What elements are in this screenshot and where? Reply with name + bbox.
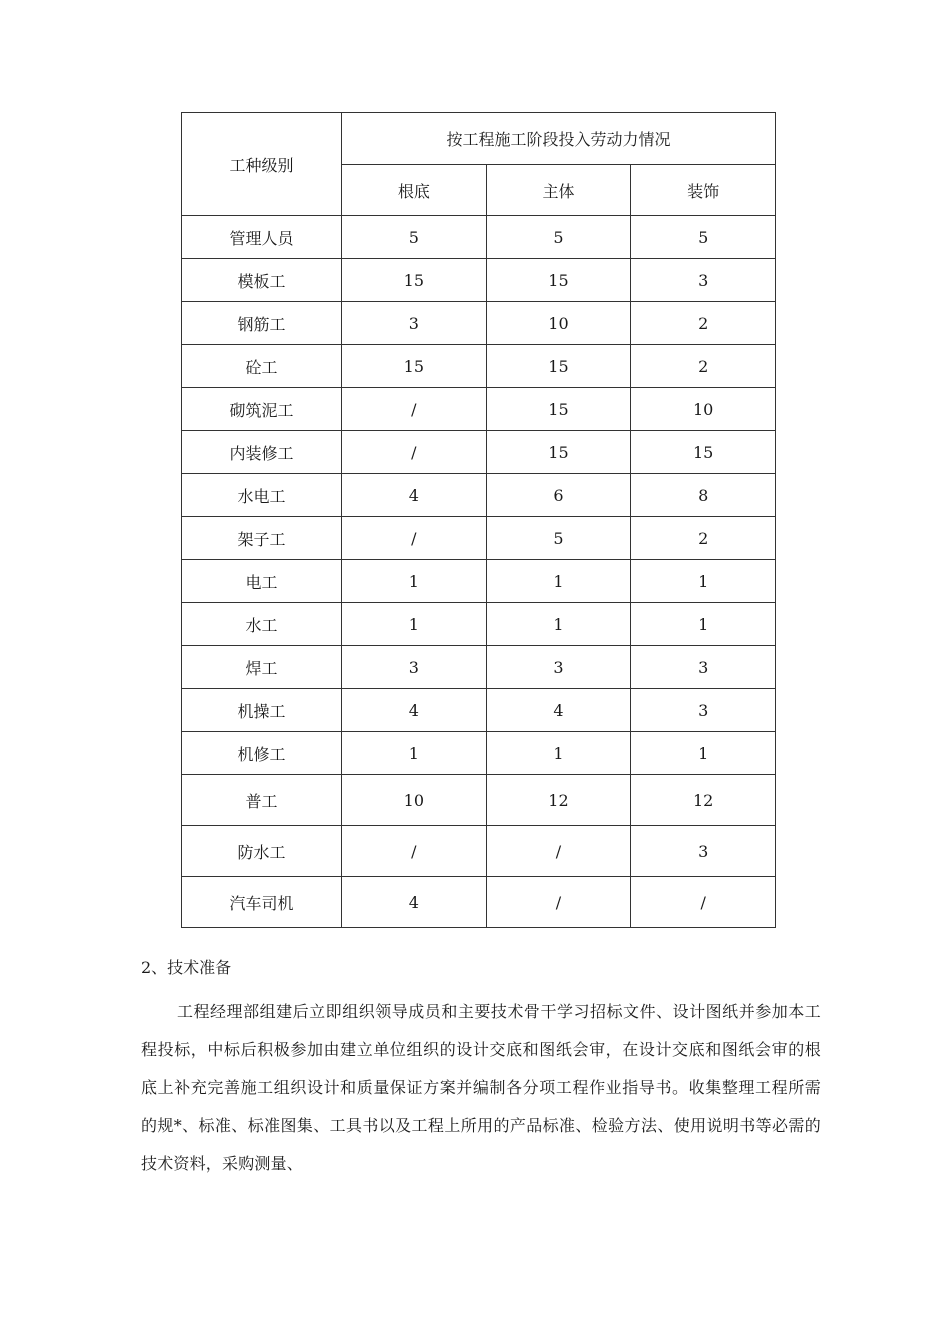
worker-type-cell: 电工 bbox=[182, 560, 342, 603]
headcount-cell: 15 bbox=[486, 259, 631, 302]
stage-header-cell: 根底 bbox=[342, 165, 487, 216]
headcount-cell: 1 bbox=[486, 732, 631, 775]
headcount-cell: 12 bbox=[486, 775, 631, 826]
headcount-cell: 1 bbox=[342, 732, 487, 775]
headcount-cell: 1 bbox=[486, 560, 631, 603]
headcount-cell: 1 bbox=[486, 603, 631, 646]
headcount-cell: 3 bbox=[342, 302, 487, 345]
headcount-cell: 2 bbox=[631, 517, 776, 560]
headcount-cell: 4 bbox=[342, 689, 487, 732]
headcount-cell: 5 bbox=[342, 216, 487, 259]
worker-type-cell: 防水工 bbox=[182, 826, 342, 877]
labor-allocation-table bbox=[181, 112, 776, 928]
stage-header-cell: 装饰 bbox=[631, 165, 776, 216]
worker-type-cell: 机操工 bbox=[182, 689, 342, 732]
table-row bbox=[182, 345, 776, 388]
section-heading: 2、技术准备 bbox=[141, 958, 232, 977]
headcount-cell: 4 bbox=[342, 474, 487, 517]
headcount-cell: 15 bbox=[486, 431, 631, 474]
headcount-cell: 3 bbox=[631, 826, 776, 877]
headcount-cell: 5 bbox=[486, 517, 631, 560]
worker-type-cell: 砌筑泥工 bbox=[182, 388, 342, 431]
table-row bbox=[182, 775, 776, 826]
headcount-cell: 15 bbox=[486, 388, 631, 431]
worker-type-cell: 水工 bbox=[182, 603, 342, 646]
table-row bbox=[182, 302, 776, 345]
headcount-cell: / bbox=[342, 517, 487, 560]
headcount-cell: / bbox=[486, 877, 631, 928]
table-row bbox=[182, 560, 776, 603]
table-row bbox=[182, 474, 776, 517]
table-row bbox=[182, 517, 776, 560]
headcount-cell: / bbox=[342, 388, 487, 431]
row-header-cell: 工种级别 bbox=[182, 113, 342, 216]
headcount-cell: 15 bbox=[342, 345, 487, 388]
table-row bbox=[182, 646, 776, 689]
headcount-cell: / bbox=[631, 877, 776, 928]
headcount-cell: 15 bbox=[486, 345, 631, 388]
headcount-cell: 1 bbox=[631, 560, 776, 603]
table-row bbox=[182, 259, 776, 302]
table-row bbox=[182, 877, 776, 928]
worker-type-cell: 管理人员 bbox=[182, 216, 342, 259]
table-header-row bbox=[182, 113, 776, 165]
headcount-cell: 3 bbox=[486, 646, 631, 689]
headcount-cell: / bbox=[342, 826, 487, 877]
headcount-cell: 3 bbox=[631, 689, 776, 732]
headcount-cell: 10 bbox=[342, 775, 487, 826]
table-row bbox=[182, 732, 776, 775]
table-row bbox=[182, 826, 776, 877]
headcount-cell: 1 bbox=[631, 732, 776, 775]
headcount-cell: 4 bbox=[342, 877, 487, 928]
worker-type-cell: 机修工 bbox=[182, 732, 342, 775]
headcount-cell: 15 bbox=[342, 259, 487, 302]
headcount-cell: / bbox=[486, 826, 631, 877]
worker-type-cell: 水电工 bbox=[182, 474, 342, 517]
table-row bbox=[182, 689, 776, 732]
worker-type-cell: 内装修工 bbox=[182, 431, 342, 474]
group-header-cell: 按工程施工阶段投入劳动力情况 bbox=[342, 113, 776, 165]
worker-type-cell: 焊工 bbox=[182, 646, 342, 689]
headcount-cell: 4 bbox=[486, 689, 631, 732]
worker-type-cell: 架子工 bbox=[182, 517, 342, 560]
headcount-cell: 1 bbox=[631, 603, 776, 646]
headcount-cell: 3 bbox=[631, 646, 776, 689]
section-paragraph: 工程经理部组建后立即组织领导成员和主要技术骨干学习招标文件、设计图纸并参加本工程投标，中标后积极参加由建立单位组织的设计交底和图纸会审，在设计交底和图纸会审的根底上补充完善施工组织设计和质量保证方案并编制各分项工程作业指导书。收集整理工程所需的规*、标准、标准图集、工具书以及工程上所用的产品标准、检验方法、使用说明书等必需的技术资料，采购测量、 bbox=[141, 1002, 821, 1173]
headcount-cell: 2 bbox=[631, 302, 776, 345]
headcount-cell: 8 bbox=[631, 474, 776, 517]
headcount-cell: 2 bbox=[631, 345, 776, 388]
headcount-cell: 5 bbox=[631, 216, 776, 259]
table-row bbox=[182, 603, 776, 646]
headcount-cell: / bbox=[342, 431, 487, 474]
headcount-cell: 6 bbox=[486, 474, 631, 517]
table-row bbox=[182, 216, 776, 259]
table-row bbox=[182, 431, 776, 474]
headcount-cell: 3 bbox=[342, 646, 487, 689]
worker-type-cell: 模板工 bbox=[182, 259, 342, 302]
headcount-cell: 1 bbox=[342, 603, 487, 646]
worker-type-cell: 汽车司机 bbox=[182, 877, 342, 928]
labor-table-body bbox=[182, 113, 776, 928]
headcount-cell: 10 bbox=[486, 302, 631, 345]
worker-type-cell: 钢筋工 bbox=[182, 302, 342, 345]
headcount-cell: 5 bbox=[486, 216, 631, 259]
worker-type-cell: 砼工 bbox=[182, 345, 342, 388]
worker-type-cell: 普工 bbox=[182, 775, 342, 826]
headcount-cell: 1 bbox=[342, 560, 487, 603]
table-row bbox=[182, 388, 776, 431]
stage-header-cell: 主体 bbox=[486, 165, 631, 216]
headcount-cell: 3 bbox=[631, 259, 776, 302]
headcount-cell: 10 bbox=[631, 388, 776, 431]
headcount-cell: 12 bbox=[631, 775, 776, 826]
headcount-cell: 15 bbox=[631, 431, 776, 474]
